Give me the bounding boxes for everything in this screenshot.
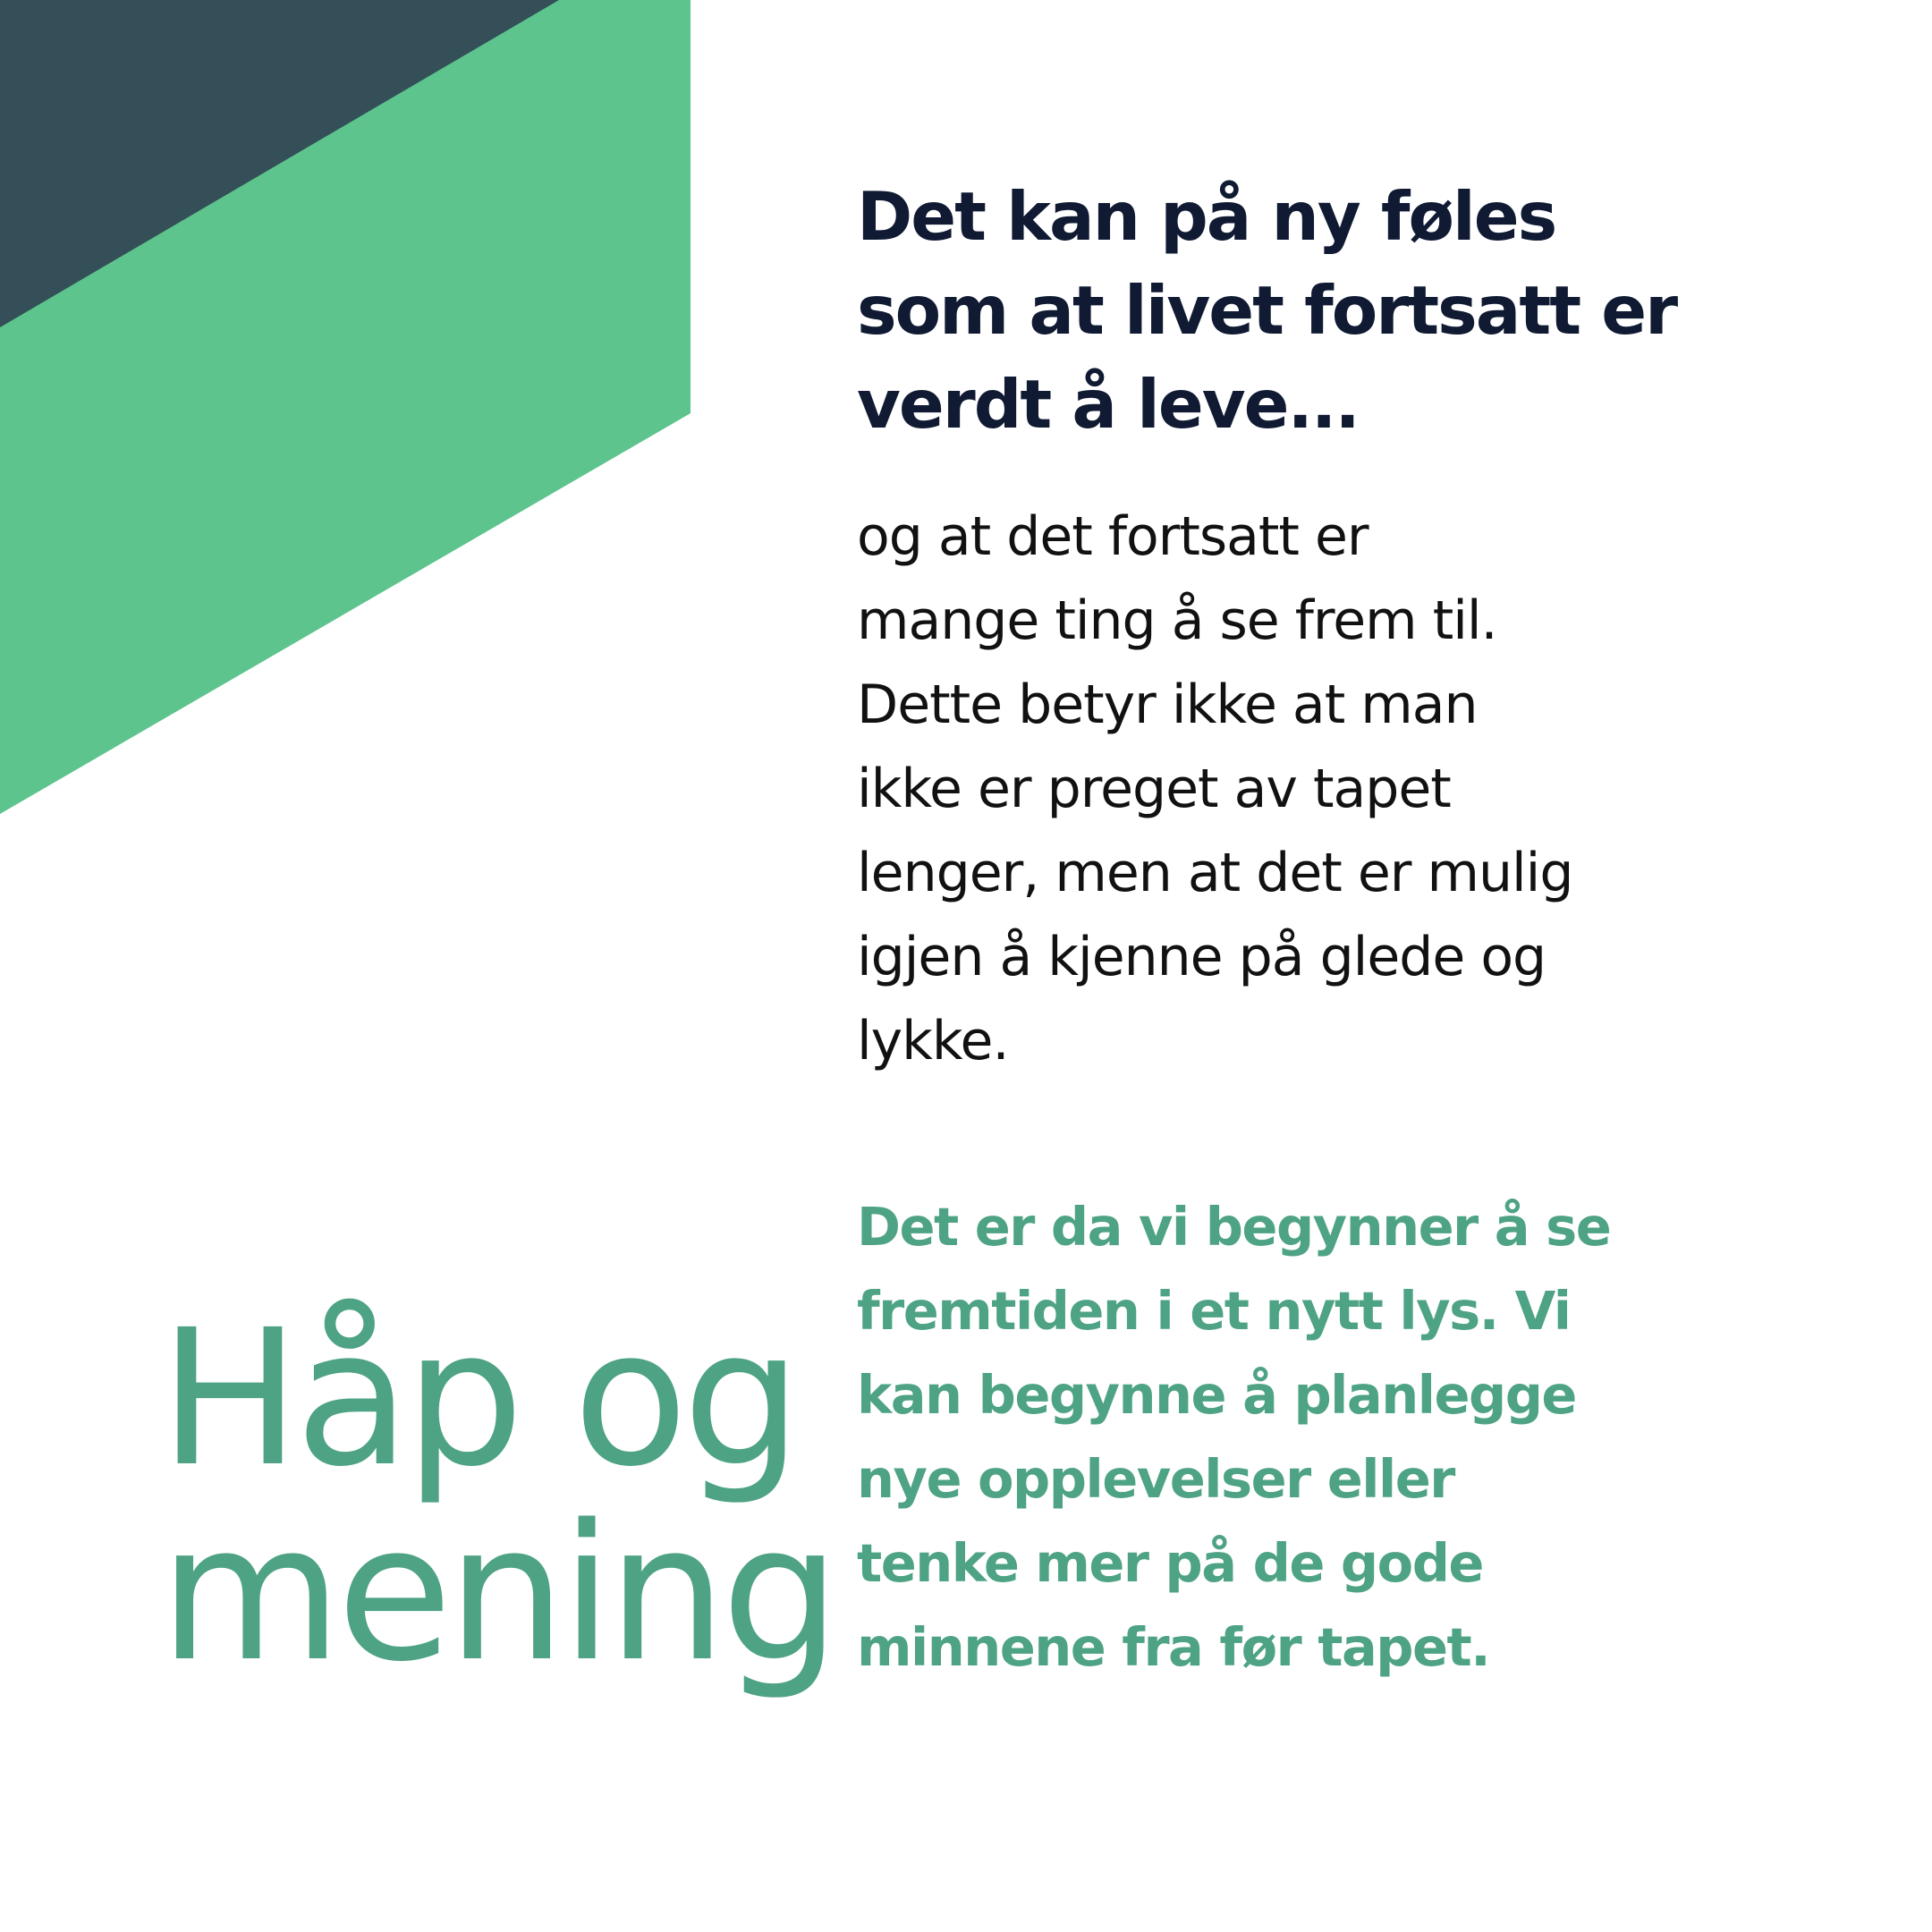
body-line: Dette betyr ikke at man <box>857 674 1478 736</box>
body-line: ikke er preget av tapet <box>857 758 1451 820</box>
body-line: og at det fortsatt er <box>857 505 1368 568</box>
closing-line: Det er da vi begynner å se <box>857 1196 1611 1258</box>
page-title <box>159 1289 835 1703</box>
body-paragraph <box>857 495 1751 1083</box>
page-title-line: Håp og <box>159 1289 797 1508</box>
body-line: lenger, men at det er mulig <box>857 842 1573 904</box>
decorative-chevron-bands <box>0 0 698 823</box>
headline-line: som at livet fortsatt er <box>857 271 1677 350</box>
headline-line: Det kan på ny føles <box>857 177 1556 256</box>
closing-line: tenke mer på de gode <box>857 1532 1483 1594</box>
body-line: lykke. <box>857 1010 1009 1072</box>
closing-paragraph <box>857 1185 1751 1690</box>
page-title-line: mening <box>159 1484 835 1703</box>
closing-line: fremtiden i et nytt lys. Vi <box>857 1280 1571 1342</box>
closing-line: nye opplevelser eller <box>857 1448 1454 1510</box>
body-line: igjen å kjenne på glede og <box>857 926 1546 988</box>
headline-line: verdt å leve... <box>857 365 1359 444</box>
closing-line: kan begynne å planlegge <box>857 1364 1576 1426</box>
body-line: mange ting å se frem til. <box>857 589 1497 652</box>
closing-line: minnene fra før tapet. <box>857 1616 1490 1678</box>
text-column <box>857 170 1751 1690</box>
headline <box>857 170 1751 452</box>
